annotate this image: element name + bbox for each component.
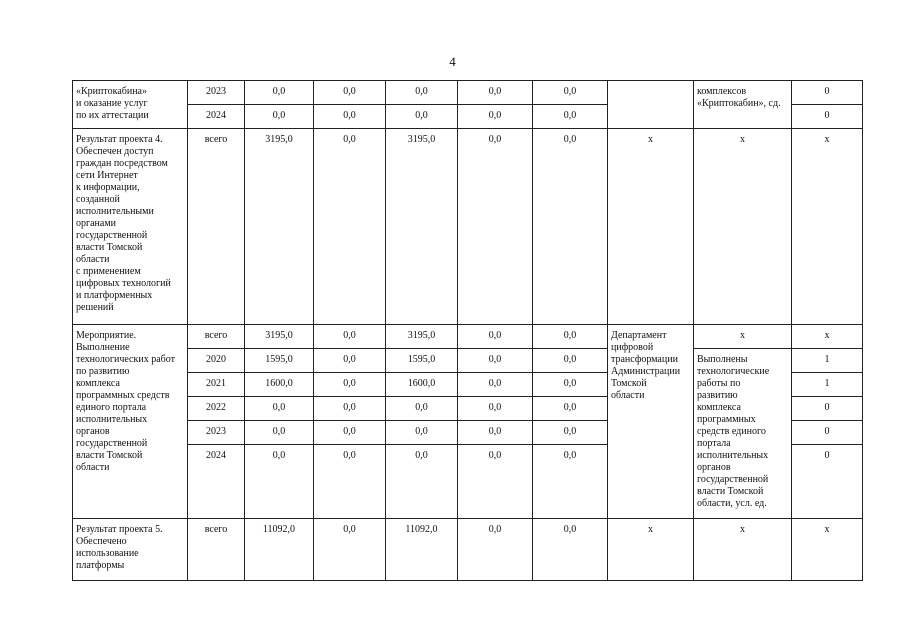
table-row bbox=[73, 325, 863, 349]
value-cell: 0,0 bbox=[386, 421, 458, 445]
executor-cell: Департамент цифровой трансформации Администрации Томской области bbox=[608, 325, 694, 519]
value-cell: 0,0 bbox=[314, 373, 386, 397]
value-cell: 0,0 bbox=[533, 519, 608, 581]
indicator-cell: Выполнены технологические работы по развитию комплекса программных средств единого портала исполнительных органов государственной власти Томской области, усл. ед. bbox=[694, 349, 792, 519]
value-cell: 0,0 bbox=[533, 105, 608, 129]
row-label: Мероприятие. Выполнение технологических работ по развитию комплекса программных средств единого портала исполнительных органов государственной власти Томской области bbox=[73, 325, 188, 519]
value-cell: 0,0 bbox=[314, 519, 386, 581]
value-cell: 0,0 bbox=[386, 397, 458, 421]
value-cell: 0,0 bbox=[314, 445, 386, 519]
value-cell: 0,0 bbox=[245, 105, 314, 129]
executor-cell: х bbox=[608, 129, 694, 325]
row-label: Результат проекта 4. Обеспечен доступ граждан посредством сети Интернет к информации, созданной исполнительными органами государственной власти Томской области с применением цифровых технологий и платформенных решений bbox=[73, 129, 188, 325]
table-row bbox=[73, 129, 863, 325]
value-cell: 0,0 bbox=[533, 129, 608, 325]
indicator-cell: х bbox=[694, 325, 792, 349]
value-cell: 0,0 bbox=[458, 397, 533, 421]
value-cell: 1595,0 bbox=[245, 349, 314, 373]
value-cell: 0,0 bbox=[314, 349, 386, 373]
value-cell: 0,0 bbox=[533, 325, 608, 349]
indicator-value: 0 bbox=[792, 397, 863, 421]
value-cell: 0,0 bbox=[533, 81, 608, 105]
indicator-cell: комплексов «Криптокабин», сд. bbox=[694, 81, 792, 129]
value-cell: 0,0 bbox=[458, 129, 533, 325]
page-number: 4 bbox=[449, 54, 456, 69]
value-cell: 0,0 bbox=[458, 421, 533, 445]
value-cell: 0,0 bbox=[314, 105, 386, 129]
indicator-value: х bbox=[792, 519, 863, 581]
value-cell: 0,0 bbox=[458, 81, 533, 105]
value-cell: 0,0 bbox=[314, 325, 386, 349]
table-row bbox=[73, 81, 863, 105]
year-cell: 2020 bbox=[188, 349, 245, 373]
year-cell: 2024 bbox=[188, 445, 245, 519]
value-cell: 3195,0 bbox=[386, 129, 458, 325]
value-cell: 0,0 bbox=[533, 445, 608, 519]
indicator-value: 0 bbox=[792, 105, 863, 129]
value-cell: 0,0 bbox=[533, 421, 608, 445]
value-cell: 1600,0 bbox=[245, 373, 314, 397]
budget-table bbox=[72, 80, 863, 581]
value-cell: 0,0 bbox=[245, 421, 314, 445]
year-cell: 2021 bbox=[188, 373, 245, 397]
indicator-cell: х bbox=[694, 519, 792, 581]
value-cell: 0,0 bbox=[458, 349, 533, 373]
value-cell: 11092,0 bbox=[245, 519, 314, 581]
value-cell: 3195,0 bbox=[245, 129, 314, 325]
indicator-value: 1 bbox=[792, 349, 863, 373]
value-cell: 0,0 bbox=[386, 105, 458, 129]
executor-cell: х bbox=[608, 519, 694, 581]
value-cell: 0,0 bbox=[458, 445, 533, 519]
value-cell: 1595,0 bbox=[386, 349, 458, 373]
year-cell: всего bbox=[188, 325, 245, 349]
value-cell: 11092,0 bbox=[386, 519, 458, 581]
year-cell: 2023 bbox=[188, 421, 245, 445]
value-cell: 0,0 bbox=[458, 373, 533, 397]
value-cell: 0,0 bbox=[386, 445, 458, 519]
value-cell: 3195,0 bbox=[386, 325, 458, 349]
year-cell: 2023 bbox=[188, 81, 245, 105]
value-cell: 0,0 bbox=[314, 421, 386, 445]
value-cell: 0,0 bbox=[533, 349, 608, 373]
row-label: Результат проекта 5. Обеспечено использование платформы bbox=[73, 519, 188, 581]
indicator-value: 1 bbox=[792, 373, 863, 397]
value-cell: 0,0 bbox=[314, 129, 386, 325]
year-cell: всего bbox=[188, 129, 245, 325]
indicator-value: х bbox=[792, 325, 863, 349]
table-row bbox=[73, 519, 863, 581]
value-cell: 1600,0 bbox=[386, 373, 458, 397]
indicator-value: 0 bbox=[792, 81, 863, 105]
value-cell: 0,0 bbox=[533, 373, 608, 397]
value-cell: 0,0 bbox=[245, 397, 314, 421]
value-cell: 0,0 bbox=[245, 445, 314, 519]
indicator-value: х bbox=[792, 129, 863, 325]
value-cell: 0,0 bbox=[314, 81, 386, 105]
table-row bbox=[73, 349, 863, 373]
year-cell: 2022 bbox=[188, 397, 245, 421]
value-cell: 0,0 bbox=[533, 397, 608, 421]
year-cell: всего bbox=[188, 519, 245, 581]
year-cell: 2024 bbox=[188, 105, 245, 129]
value-cell: 0,0 bbox=[314, 397, 386, 421]
value-cell: 0,0 bbox=[458, 325, 533, 349]
value-cell: 0,0 bbox=[386, 81, 458, 105]
indicator-value: 0 bbox=[792, 445, 863, 519]
indicator-value: 0 bbox=[792, 421, 863, 445]
value-cell: 0,0 bbox=[458, 519, 533, 581]
indicator-cell: х bbox=[694, 129, 792, 325]
executor-cell bbox=[608, 81, 694, 129]
value-cell: 0,0 bbox=[245, 81, 314, 105]
value-cell: 0,0 bbox=[458, 105, 533, 129]
value-cell: 3195,0 bbox=[245, 325, 314, 349]
row-label: «Криптокабина» и оказание услуг по их аттестации bbox=[73, 81, 188, 129]
